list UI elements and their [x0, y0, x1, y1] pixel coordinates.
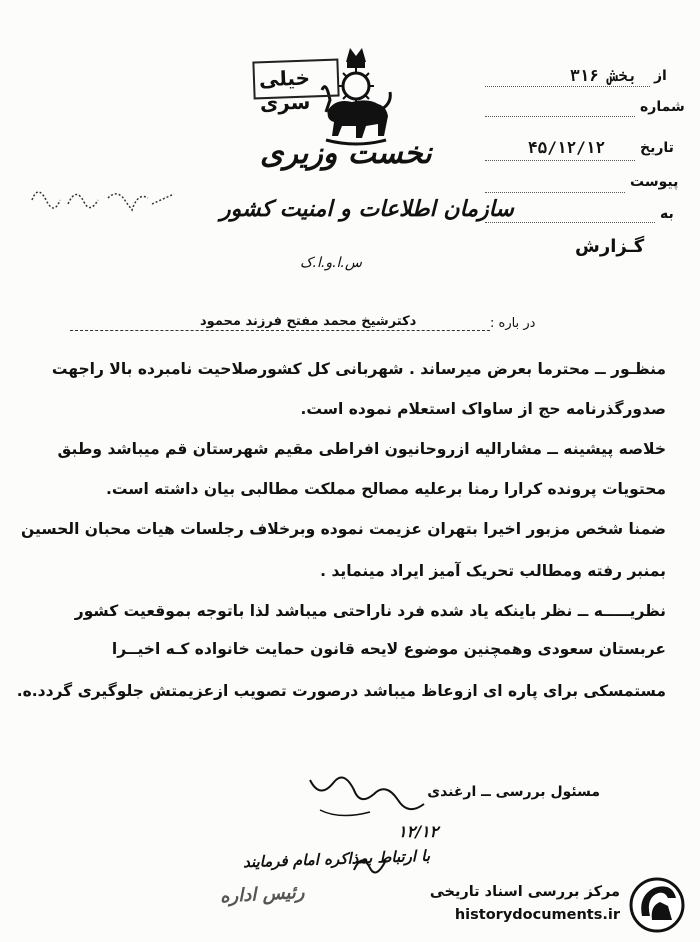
subject-line — [70, 330, 490, 331]
body-line: منظـور ــ محترما بعرض میرساند . شهربانی کل کشورصلاحیت نامبرده بالا راجهت — [51, 360, 666, 378]
handwritten-bottom-note: رئیس اداره — [219, 881, 305, 908]
body-line: صدورگذرنامه حج از ساواک استعلام نموده است. — [300, 400, 666, 418]
handwritten-scribble-icon — [28, 180, 178, 230]
responsible-officer: مسئول بررسی ــ ارغندی — [427, 784, 600, 800]
body-line: محتویات پرونده کرارا رمنا برعلیه مصالح مملکت مطالبی بیان داشته است. — [105, 480, 666, 498]
to-line — [485, 222, 655, 223]
body-line: بمنبر رفته ومطالب تحریک آمیز ایراد مینماید . — [320, 562, 666, 580]
body-line: نظریـــــه ــ نظر باینکه یاد شده فرد ناراحتی میباشد لذا باتوجه بموقعیت کشور — [74, 602, 666, 620]
organization-name: سازمان اطلاعات و امنیت کشور — [220, 196, 514, 222]
office-title: نخست وزیری — [260, 136, 432, 171]
from-value: بخش ۳۱۶ — [570, 66, 638, 85]
body-line: خلاصه پیشینه ــ مشارالیه ازروحانیون افراطی مقیم شهرستان قم میباشد وطبق — [57, 440, 666, 458]
classification-stamp — [252, 59, 339, 116]
attachment-label: پیوست — [630, 174, 679, 190]
number-line — [485, 116, 635, 117]
body-line: عربستان سعودی وهمچنین موضوع لایحه قانون حمایت خانواده کـه اخیــرا — [111, 640, 666, 658]
handwritten-mark-icon — [350, 850, 390, 880]
from-line — [485, 86, 650, 87]
from-label: از — [654, 68, 667, 84]
stamp-text: خیلی سری — [258, 65, 311, 116]
date-label: تاریخ — [640, 140, 674, 156]
body-line: مستمسکی برای پاره ای ازوعاظ میباشد درصورت تصویب ازعزیمتش جلوگیری گردد.ه. — [16, 682, 666, 700]
handwritten-note: با ارتباط بمذاکره امام فرمایند — [242, 846, 431, 872]
date-line — [485, 160, 635, 161]
report-title: گـزارش — [575, 236, 645, 257]
date-value: ۴۵/۱۲/۱۲ — [528, 138, 606, 157]
watermark-title: مرکز بررسی اسناد تاریخی — [429, 884, 620, 900]
to-label: به — [660, 206, 674, 222]
watermark-url: historydocuments.ir — [454, 907, 620, 923]
subject-value: دکترشیخ محمد مفتح فرزند محمود — [200, 314, 417, 329]
attachment-line — [485, 192, 625, 193]
body-line: ضمنا شخص مزبور اخیرا بتهران عزیمت نموده وبرخلاف رجلسات هیات محبان الحسین — [21, 520, 666, 538]
number-label: شماره — [640, 99, 685, 115]
subject-label: در باره : — [490, 316, 536, 331]
archive-logo-icon — [628, 876, 686, 934]
organization-code: س.ا.و.ا.ک — [300, 255, 362, 271]
signature-scribble-icon — [300, 760, 440, 830]
handwritten-date: ۱۲/۱۲ — [398, 822, 439, 841]
watermark — [416, 874, 686, 936]
